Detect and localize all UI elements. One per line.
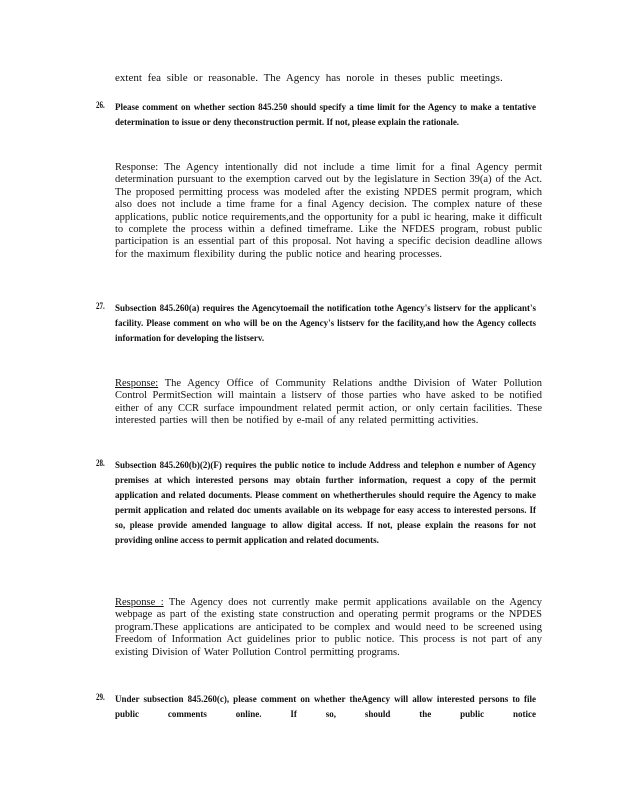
question-26 [96, 100, 536, 130]
response-text: The Agency intentionally did not include a time limit for a final Agency permit determination pursuant to the exemption carved out by the legislature in Section 39(a) of the Act. The proposed permitting process was modeled after the existing NPDES permit program, which also does not include a time frame for a final Agency decision. The complex nature of these applications, public notice requirements,and the opportunity for a publ ic hearing, make it difficult to complete the process within a defined timeframe. Like the NFDES program, robust public participation is an essential part of this proposal. Not having a specific decision deadline allows for the maximum flexibility during the public notice and hearing processes. [115, 162, 542, 260]
response-27 [115, 378, 542, 428]
question-28 [96, 458, 536, 548]
question-text: Subsection 845.260(a) requires the Agencytoemail the notification tothe Agency's listserv for the applicant's facility. Please comment on who will be on the Agency's listserv for the facility,and how the Agency collects information for developing the listserv. [115, 303, 536, 343]
intro-line: extent fea sible or reasonable. The Agency has norole in theses public meetings. [115, 72, 503, 84]
question-text: Please comment on whether section 845.250 should specify a time limit for the Agency to make a tentative determination to issue or deny theconstruction permit. If not, please explain the rationale. [115, 102, 536, 127]
response-label: Response: [115, 162, 159, 173]
response-26 [115, 162, 542, 261]
response-label: Response : [115, 597, 164, 608]
question-27 [96, 301, 536, 346]
question-29 [96, 692, 536, 722]
question-text: Subsection 845.260(b)(2)(F) requires the public notice to include Address and telephon e number of Agency premises at which interested persons may obtain further information, request a copy of the permit application and related documents. Please comment on whethertherules should require the Agency to make permit application and related doc uments available on its webpage for easy access to interested persons. If so, please provide amended language to allow digital access. If not, please explain the reasons for not providing online access to permit application and related documents. [115, 460, 536, 545]
question-number: 29. [96, 692, 105, 702]
response-28 [115, 597, 542, 659]
question-number: 28. [96, 458, 105, 468]
question-number: 27. [96, 301, 105, 311]
response-text: The Agency does not currently make permit applications available on the Agency webpage as part of the existing state construction and operating permit programs or the NPDES program.These applications are anticipated to be complex and would need to be screened using Freedom of Information Act guidelines prior to public notice. This process is not part of any existing Division of Water Pollution Control permitting programs. [115, 597, 542, 658]
question-number: 26. [96, 100, 105, 110]
response-text: The Agency Office of Community Relations andthe Division of Water Pollution Control PermitSection will maintain a listserv of those parties who have asked to be notified either of any CCR surface impoundment related permit action, or only certain facilities. These interested parties will then be notified by e-mail of any related permitting activities. [115, 378, 542, 427]
question-text: Under subsection 845.260(c), please comment on whether theAgency will allow interested persons to file public comments online. If so, should the public notice [115, 694, 536, 719]
response-label: Response: [115, 378, 159, 389]
